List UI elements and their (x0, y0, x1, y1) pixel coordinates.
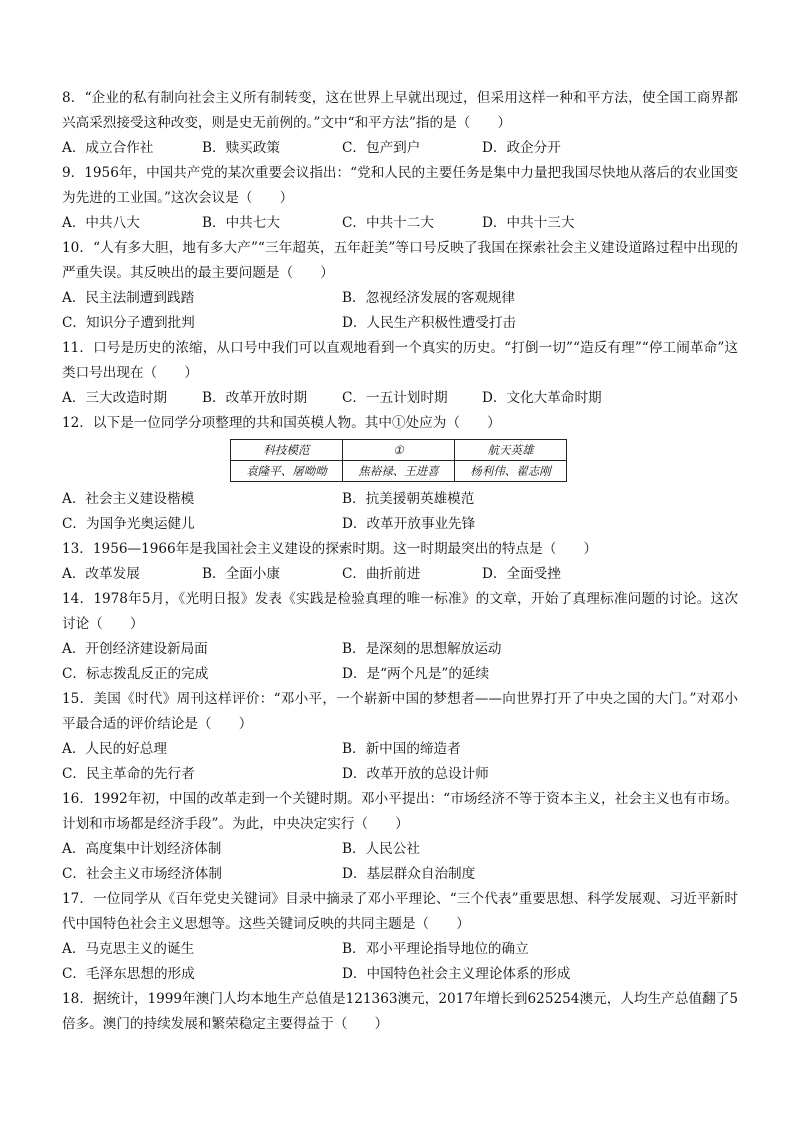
options (62, 211, 738, 236)
option-b[interactable]: B．邓小平理论指导地位的确立 (342, 941, 529, 957)
heroes-table (230, 439, 567, 482)
option-c[interactable]: C．曲折前进 (342, 566, 421, 582)
table-header-cell: ① (343, 440, 455, 461)
options (62, 937, 738, 987)
option-b[interactable]: B．人民公社 (342, 841, 420, 857)
option-d[interactable]: D．基层群众自治制度 (342, 866, 476, 882)
question-stem: 12．以下是一位同学分项整理的共和国英模人物。其中①处应为（ ） (62, 415, 501, 431)
option-b[interactable]: B．是深刻的思想解放运动 (342, 641, 502, 657)
option-a[interactable]: A．中共八大 (62, 215, 140, 231)
options (62, 286, 738, 336)
table-cell: 袁隆平、屠呦呦 (231, 461, 343, 482)
question-stem: 18．据统计，1999年澳门人均本地生产总值是121363澳元，2017年增长到625254澳元，人均生产总值翻了5倍多。澳门的持续发展和繁荣稳定主要得益于（ ） (62, 991, 738, 1032)
question-stem: 10．“人有多大胆，地有多大产”“三年超英，五年赶美”等口号反映了我国在探索社会主义建设道路过程中出现的严重失误。其反映出的最主要问题是（ ） (62, 240, 738, 281)
option-c[interactable]: C．标志拨乱反正的完成 (62, 666, 209, 682)
option-c[interactable]: C．民主革命的先行者 (62, 766, 195, 782)
option-d[interactable]: D．改革开放事业先锋 (342, 516, 476, 532)
option-c[interactable]: C．包产到户 (342, 140, 421, 156)
option-a[interactable]: A．高度集中计划经济体制 (62, 841, 222, 857)
table-header-row (231, 440, 567, 461)
question-stem: 8．“企业的私有制向社会主义所有制转变，这在世界上早就出现过，但采用这样一种和平方法，使全国工商界都兴高采烈接受这种改变，则是史无前例的。”文中“和平方法”指的是（ ） (62, 90, 738, 131)
options (62, 386, 738, 411)
option-d[interactable]: D．改革开放的总设计师 (342, 766, 489, 782)
option-d[interactable]: D．是“两个凡是”的延续 (342, 666, 490, 682)
question-stem: 14．1978年5月，《光明日报》发表《实践是检验真理的唯一标准》的文章，开始了真理标准问题的讨论。这次讨论（ ） (62, 591, 738, 632)
question-stem: 11．口号是历史的浓缩，从口号中我们可以直观地看到一个真实的历史。“打倒一切”“造反有理”“停工闹革命”这类口号出现在（ ） (62, 340, 738, 381)
question-stem: 13．1956—1966年是我国社会主义建设的探索时期。这一时期最突出的特点是（ ） (62, 541, 598, 557)
option-d[interactable]: D．人民生产积极性遭受打击 (342, 315, 517, 331)
option-d[interactable]: D．中国特色社会主义理论体系的形成 (342, 966, 571, 982)
exam-page (62, 86, 738, 1037)
option-d[interactable]: D．文化大革命时期 (482, 390, 602, 406)
option-a[interactable]: A．民主法制遭到践踏 (62, 290, 195, 306)
question-stem: 17．一位同学从《百年党史关键词》目录中摘录了邓小平理论、“三个代表”重要思想、科学发展观、习近平新时代中国特色社会主义思想等。这些关键词反映的共同主题是（ ） (62, 891, 738, 932)
option-c[interactable]: C．毛泽东思想的形成 (62, 966, 195, 982)
option-b[interactable]: B．全面小康 (202, 566, 280, 582)
options (62, 487, 738, 537)
table-cell: 杨利伟、翟志刚 (455, 461, 567, 482)
option-b[interactable]: B．中共七大 (202, 215, 280, 231)
table-row (231, 461, 567, 482)
options (62, 637, 738, 687)
option-b[interactable]: B．抗美援朝英雄模范 (342, 491, 475, 507)
option-c[interactable]: C．中共十二大 (342, 215, 434, 231)
option-a[interactable]: A．马克思主义的诞生 (62, 941, 195, 957)
options (62, 837, 738, 887)
options (62, 737, 738, 787)
option-b[interactable]: B．赎买政策 (202, 140, 280, 156)
option-c[interactable]: C．一五计划时期 (342, 390, 448, 406)
question-stem: 16．1992年初，中国的改革走到一个关键时期。邓小平提出：“市场经济不等于资本主义，社会主义也有市场。计划和市场都是经济手段”。为此，中央决定实行（ ） (62, 791, 738, 832)
option-a[interactable]: A．人民的好总理 (62, 741, 167, 757)
option-b[interactable]: B．新中国的缔造者 (342, 741, 461, 757)
option-b[interactable]: B．忽视经济发展的客观规律 (342, 290, 516, 306)
option-a[interactable]: A．三大改造时期 (62, 390, 167, 406)
table-header-cell: 科技模范 (231, 440, 343, 461)
option-c[interactable]: C．社会主义市场经济体制 (62, 866, 222, 882)
option-c[interactable]: C．知识分子遭到批判 (62, 315, 195, 331)
option-a[interactable]: A．改革发展 (62, 566, 140, 582)
option-d[interactable]: D．中共十三大 (482, 215, 575, 231)
option-b[interactable]: B．改革开放时期 (202, 390, 308, 406)
option-c[interactable]: C．为国争光奥运健儿 (62, 516, 195, 532)
option-d[interactable]: D．政企分开 (482, 140, 561, 156)
table-header-cell: 航天英雄 (455, 440, 567, 461)
option-a[interactable]: A．社会主义建设楷模 (62, 491, 195, 507)
table-cell: 焦裕禄、王进喜 (343, 461, 455, 482)
option-a[interactable]: A．开创经济建设新局面 (62, 641, 208, 657)
question-stem: 15．美国《时代》周刊这样评价：“邓小平，一个崭新中国的梦想者——向世界打开了中央之国的大门。”对邓小平最合适的评价结论是（ ） (62, 691, 738, 732)
question-stem: 9．1956年，中国共产党的某次重要会议指出：“党和人民的主要任务是集中力量把我国尽快地从落后的农业国变为先进的工业国。”这次会议是（ ） (62, 165, 738, 206)
option-d[interactable]: D．全面受挫 (482, 566, 561, 582)
options (62, 562, 738, 587)
option-a[interactable]: A．成立合作社 (62, 140, 154, 156)
options (62, 136, 738, 161)
